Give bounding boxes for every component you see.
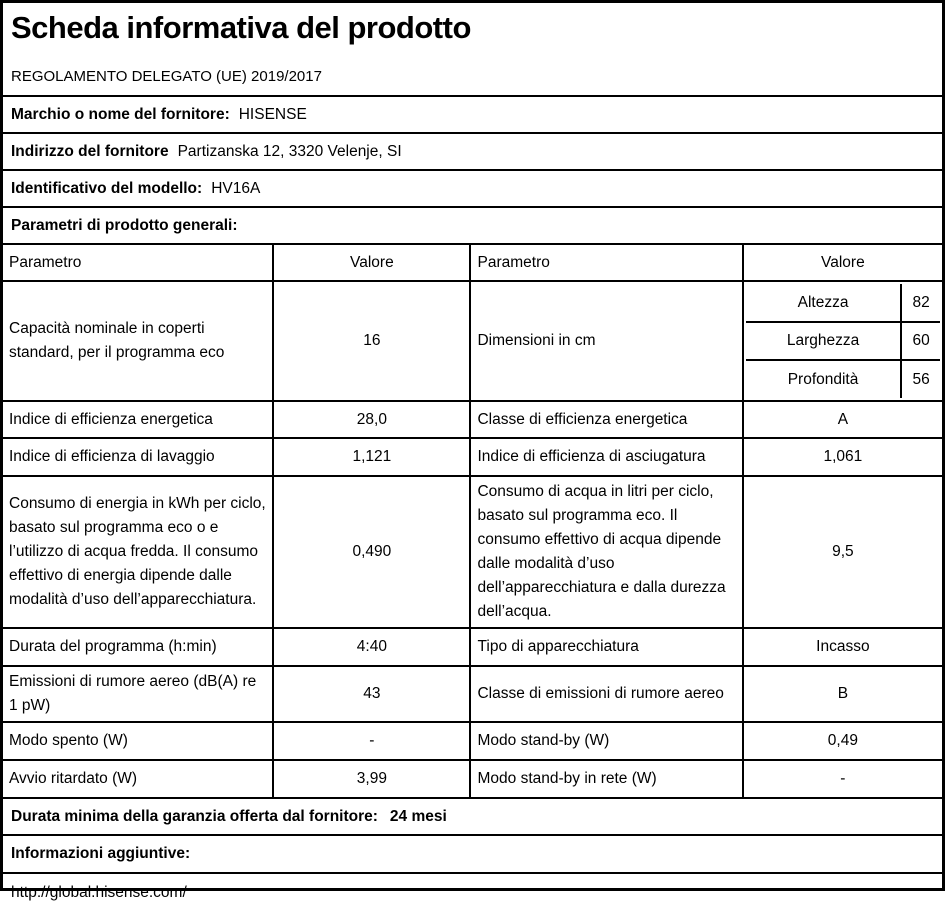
value-cell: 3,99 — [273, 760, 470, 798]
param-cell: Indice di efficienza di asciugatura — [470, 438, 742, 476]
table-row-consumption — [3, 476, 942, 628]
model-label: Identificativo del modello: — [11, 179, 203, 197]
param-cell: Consumo di energia in kWh per ciclo, basato sul programma eco o e l’utilizzo di acqua fredda. Il consumo effettivo di energia dipende dalle modalità d’uso dell’apparecchiatura. — [3, 476, 273, 628]
dimensions-param: Dimensioni in cm — [470, 281, 742, 401]
dimensions-subtable — [746, 284, 940, 398]
table-row-washing-efficiency — [3, 438, 942, 476]
param-cell: Avvio ritardato (W) — [3, 760, 273, 798]
value-cell: 0,49 — [743, 722, 942, 760]
additional-info-heading: Informazioni aggiuntive: — [11, 845, 191, 862]
value-cell: 1,061 — [743, 438, 942, 476]
table-row-program-duration — [3, 628, 942, 666]
dimension-value-profondita: 56 — [901, 360, 940, 398]
model-value: HV16A — [211, 179, 261, 197]
dimension-value-larghezza: 60 — [901, 322, 940, 360]
header-param-left: Parametro — [3, 245, 273, 281]
dimension-row-width — [746, 322, 940, 360]
supplier-value: HISENSE — [238, 105, 307, 123]
general-parameters-section-row — [3, 208, 942, 245]
capacity-value: 16 — [273, 281, 470, 401]
table-header-row — [3, 245, 942, 281]
param-cell: Emissioni di rumore aereo (dB(A) re 1 pW) — [3, 666, 273, 722]
dimension-row-depth — [746, 360, 940, 398]
warranty-row — [3, 799, 942, 836]
param-cell: Consumo di acqua in litri per ciclo, basato sul programma eco. Il consumo effettivo di acqua dipende dalle modalità d’uso dell’apparecchiatura e dalla durezza dell’acqua. — [470, 476, 742, 628]
address-row — [3, 134, 942, 171]
website-row — [3, 874, 942, 912]
param-cell: Modo stand-by (W) — [470, 722, 742, 760]
value-cell: 28,0 — [273, 401, 470, 438]
page-title: Scheda informativa del prodotto — [11, 10, 471, 45]
website-url: http://global.hisense.com/ — [11, 884, 187, 901]
table-row-energy-efficiency — [3, 401, 942, 438]
address-value: Partizanska 12, 3320 Velenje, SI — [177, 142, 402, 160]
title-block — [3, 3, 942, 97]
address-label: Indirizzo del fornitore — [11, 142, 169, 160]
value-cell: - — [273, 722, 470, 760]
dimension-value-altezza: 82 — [901, 284, 940, 322]
additional-info-section-row — [3, 836, 942, 874]
value-cell: B — [743, 666, 942, 722]
regulation-subtitle: REGOLAMENTO DELEGATO (UE) 2019/2017 — [11, 68, 322, 85]
value-cell: 1,121 — [273, 438, 470, 476]
param-cell: Classe di efficienza energetica — [470, 401, 742, 438]
dimension-label-larghezza: Larghezza — [746, 322, 902, 360]
parameters-table — [3, 245, 942, 799]
param-cell: Indice di efficienza di lavaggio — [3, 438, 273, 476]
header-param-right: Parametro — [470, 245, 742, 281]
model-row — [3, 171, 942, 208]
capacity-param: Capacità nominale in coperti standard, per il programma eco — [3, 281, 273, 401]
value-cell: 0,490 — [273, 476, 470, 628]
param-cell: Modo spento (W) — [3, 722, 273, 760]
value-cell: 4:40 — [273, 628, 470, 666]
param-cell: Modo stand-by in rete (W) — [470, 760, 742, 798]
supplier-row — [3, 97, 942, 134]
value-cell: - — [743, 760, 942, 798]
general-parameters-heading: Parametri di prodotto generali: — [11, 216, 238, 234]
table-row-delayed-start — [3, 760, 942, 798]
dimension-row-height — [746, 284, 940, 322]
dimension-label-profondita: Profondità — [746, 360, 902, 398]
header-value-left: Valore — [273, 245, 470, 281]
param-cell: Durata del programma (h:min) — [3, 628, 273, 666]
value-cell: 43 — [273, 666, 470, 722]
param-cell: Tipo di apparecchiatura — [470, 628, 742, 666]
value-cell: Incasso — [743, 628, 942, 666]
value-cell: 9,5 — [743, 476, 942, 628]
table-row-off-mode — [3, 722, 942, 760]
supplier-label: Marchio o nome del fornitore: — [11, 105, 230, 123]
dimension-label-altezza: Altezza — [746, 284, 902, 322]
param-cell: Indice di efficienza energetica — [3, 401, 273, 438]
capacity-dimensions-row — [3, 281, 942, 401]
dimensions-value-cell — [743, 281, 942, 401]
param-cell: Classe di emissioni di rumore aereo — [470, 666, 742, 722]
table-row-noise — [3, 666, 942, 722]
warranty-label: Durata minima della garanzia offerta dal fornitore: — [11, 807, 378, 825]
warranty-value: 24 mesi — [389, 807, 447, 825]
header-value-right: Valore — [743, 245, 942, 281]
value-cell: A — [743, 401, 942, 438]
